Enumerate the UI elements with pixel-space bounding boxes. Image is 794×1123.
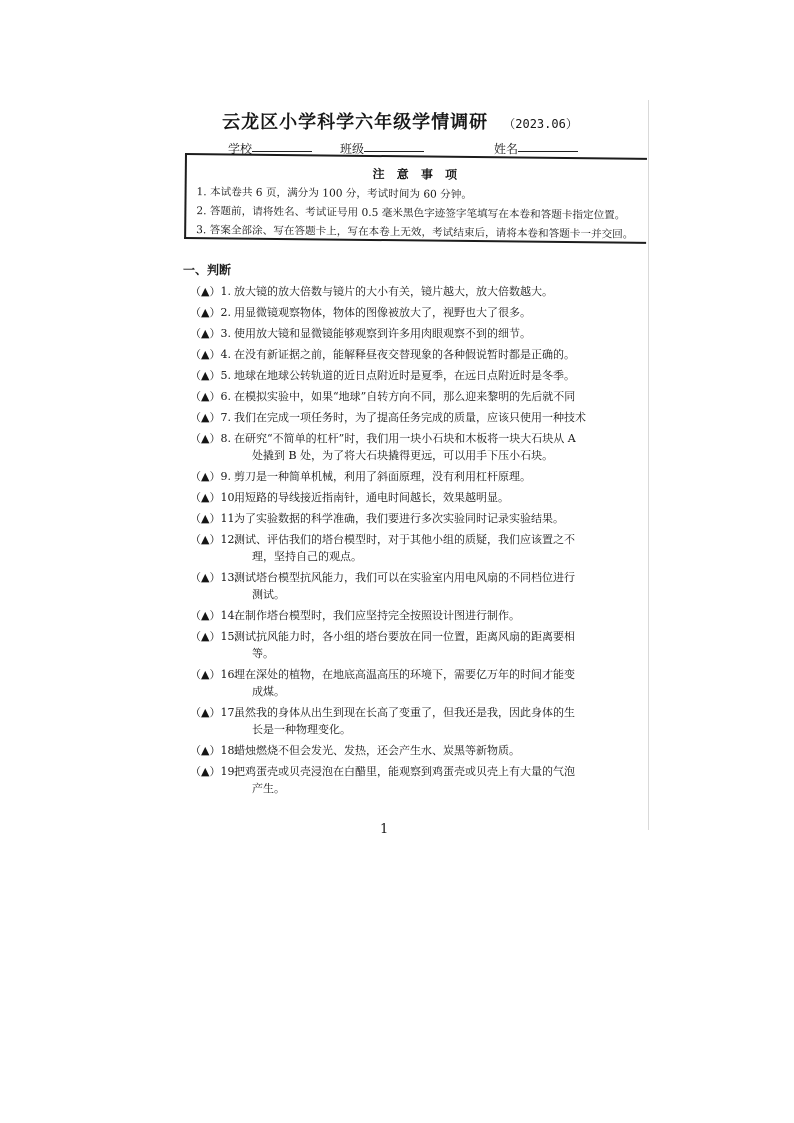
question-text: 在没有新证据之前，能解释昼夜交替现象的各种假说暂时都是正确的。 bbox=[234, 348, 575, 361]
question-item bbox=[190, 388, 645, 405]
question-text: 测试抗风能力时，各小组的塔台要放在同一位置，距离风扇的距离要相 bbox=[234, 630, 575, 643]
question-mark: （▲）9. bbox=[190, 470, 231, 483]
question-mark: （▲）11. bbox=[190, 512, 238, 525]
question-mark: （▲）14. bbox=[190, 609, 238, 622]
question-mark: （▲）16. bbox=[190, 668, 238, 681]
question-mark: （▲）17. bbox=[190, 706, 238, 719]
question-item bbox=[190, 742, 645, 759]
question-mark: （▲）18. bbox=[190, 744, 238, 757]
question-item bbox=[190, 531, 645, 565]
class-blank bbox=[364, 140, 424, 152]
question-item bbox=[190, 304, 645, 321]
question-item bbox=[190, 346, 645, 363]
question-list bbox=[190, 283, 645, 801]
section-heading: 一、判断 bbox=[183, 263, 232, 277]
question-mark: （▲）13. bbox=[190, 571, 238, 584]
exam-title-text: 云龙区小学科学六年级学情调研 bbox=[222, 112, 489, 133]
question-item bbox=[190, 325, 645, 342]
question-mark: （▲）5. bbox=[190, 369, 231, 382]
notice-item: 2. 答题前，请将姓名、考试证号用 0.5 毫米黑色字迹签字笔填写在本卷和答题卡指定位置。 bbox=[196, 205, 626, 222]
question-continuation: 成煤。 bbox=[252, 685, 285, 698]
question-item bbox=[190, 367, 645, 384]
question-item bbox=[190, 283, 645, 300]
question-continuation: 产生。 bbox=[252, 782, 285, 795]
question-text: 虽然我的身体从出生到现在长高了变重了，但我还是我，因此身体的生 bbox=[234, 706, 575, 719]
question-item bbox=[190, 763, 645, 797]
notice-title: 注 意 事 项 bbox=[372, 166, 462, 182]
question-text: 蜡烛燃烧不但会发光、发热，还会产生水、炭黑等新物质。 bbox=[234, 744, 520, 757]
question-continuation: 等。 bbox=[252, 647, 274, 660]
question-item bbox=[190, 666, 645, 700]
question-item bbox=[190, 430, 645, 464]
question-text: 把鸡蛋壳或贝壳浸泡在白醋里，能观察到鸡蛋壳或贝壳上有大量的气泡 bbox=[234, 765, 575, 778]
question-item bbox=[190, 409, 645, 426]
name-label: 姓名 bbox=[494, 142, 519, 156]
question-text: 在模拟实验中，如果“地球”自转方向不同，那么迎来黎明的先后就不同 bbox=[234, 390, 576, 403]
question-mark: （▲）4. bbox=[190, 348, 231, 361]
question-item bbox=[190, 468, 645, 485]
question-text: 用短路的导线接近指南针，通电时间越长，效果越明显。 bbox=[234, 491, 509, 504]
name-field bbox=[494, 140, 518, 157]
question-item bbox=[190, 704, 645, 738]
name-blank bbox=[518, 140, 578, 152]
question-continuation: 处撬到 B 处，为了将大石块撬得更远，可以用手下压小石块。 bbox=[252, 449, 554, 462]
question-mark: （▲）19. bbox=[190, 765, 238, 778]
question-text: 用显微镜观察物体，物体的图像被放大了，视野也大了很多。 bbox=[234, 306, 531, 319]
exam-title bbox=[180, 108, 620, 134]
question-mark: （▲）3. bbox=[190, 327, 231, 340]
exam-date: （2023.06） bbox=[503, 117, 578, 131]
question-mark: （▲）10. bbox=[190, 491, 238, 504]
question-text: 在制作塔台模型时，我们应坚持完全按照设计图进行制作。 bbox=[234, 609, 520, 622]
question-text: 为了实验数据的科学准确，我们要进行多次实验同时记录实验结果。 bbox=[234, 512, 564, 525]
question-mark: （▲）12. bbox=[190, 533, 238, 546]
notice-item: 3. 答案全部涂、写在答题卡上，写在本卷上无效，考试结束后，请将本卷和答题卡一并交回。 bbox=[196, 224, 634, 241]
notice-box bbox=[184, 153, 647, 244]
scan-edge-line bbox=[648, 100, 649, 830]
question-text: 测试塔台模型抗风能力，我们可以在实验室内用电风扇的不同档位进行 bbox=[234, 571, 575, 584]
question-continuation: 长是一种物理变化。 bbox=[252, 723, 351, 736]
question-text: 地球在地球公转轨道的近日点附近时是夏季，在远日点附近时是冬季。 bbox=[234, 369, 575, 382]
notice-item: 1. 本试卷共 6 页，满分为 100 分，考试时间为 60 分钟。 bbox=[196, 186, 473, 202]
question-text: 放大镜的放大倍数与镜片的大小有关，镜片越大，放大倍数越大。 bbox=[234, 285, 553, 298]
question-item bbox=[190, 628, 645, 662]
question-mark: （▲）8. bbox=[190, 432, 231, 445]
question-text: 埋在深处的植物，在地底高温高压的环境下，需要亿万年的时间才能变 bbox=[234, 668, 575, 681]
class-label: 班级 bbox=[340, 142, 365, 156]
question-item bbox=[190, 607, 645, 624]
question-mark: （▲）1. bbox=[190, 285, 231, 298]
question-text: 剪刀是一种简单机械，利用了斜面原理，没有利用杠杆原理。 bbox=[234, 470, 531, 483]
question-item bbox=[190, 489, 645, 506]
question-continuation: 测试。 bbox=[252, 588, 285, 601]
school-blank bbox=[252, 140, 312, 152]
page-number: 1 bbox=[380, 822, 389, 837]
question-continuation: 理，坚持自己的观点。 bbox=[252, 550, 362, 563]
question-item bbox=[190, 510, 645, 527]
question-text: 在研究“不简单的杠杆”时，我们用一块小石块和木板将一块大石块从 A bbox=[234, 432, 576, 445]
school-label: 学校 bbox=[228, 142, 253, 156]
question-text: 使用放大镜和显微镜能够观察到许多用肉眼观察不到的细节。 bbox=[234, 327, 531, 340]
question-mark: （▲）15. bbox=[190, 630, 238, 643]
question-mark: （▲）7. bbox=[190, 411, 231, 424]
question-mark: （▲）6. bbox=[190, 390, 231, 403]
question-text: 测试、评估我们的塔台模型时，对于其他小组的质疑，我们应该置之不 bbox=[234, 533, 575, 546]
question-text: 我们在完成一项任务时，为了提高任务完成的质量，应该只使用一种技术 bbox=[234, 411, 586, 424]
question-mark: （▲）2. bbox=[190, 306, 231, 319]
question-item bbox=[190, 569, 645, 603]
